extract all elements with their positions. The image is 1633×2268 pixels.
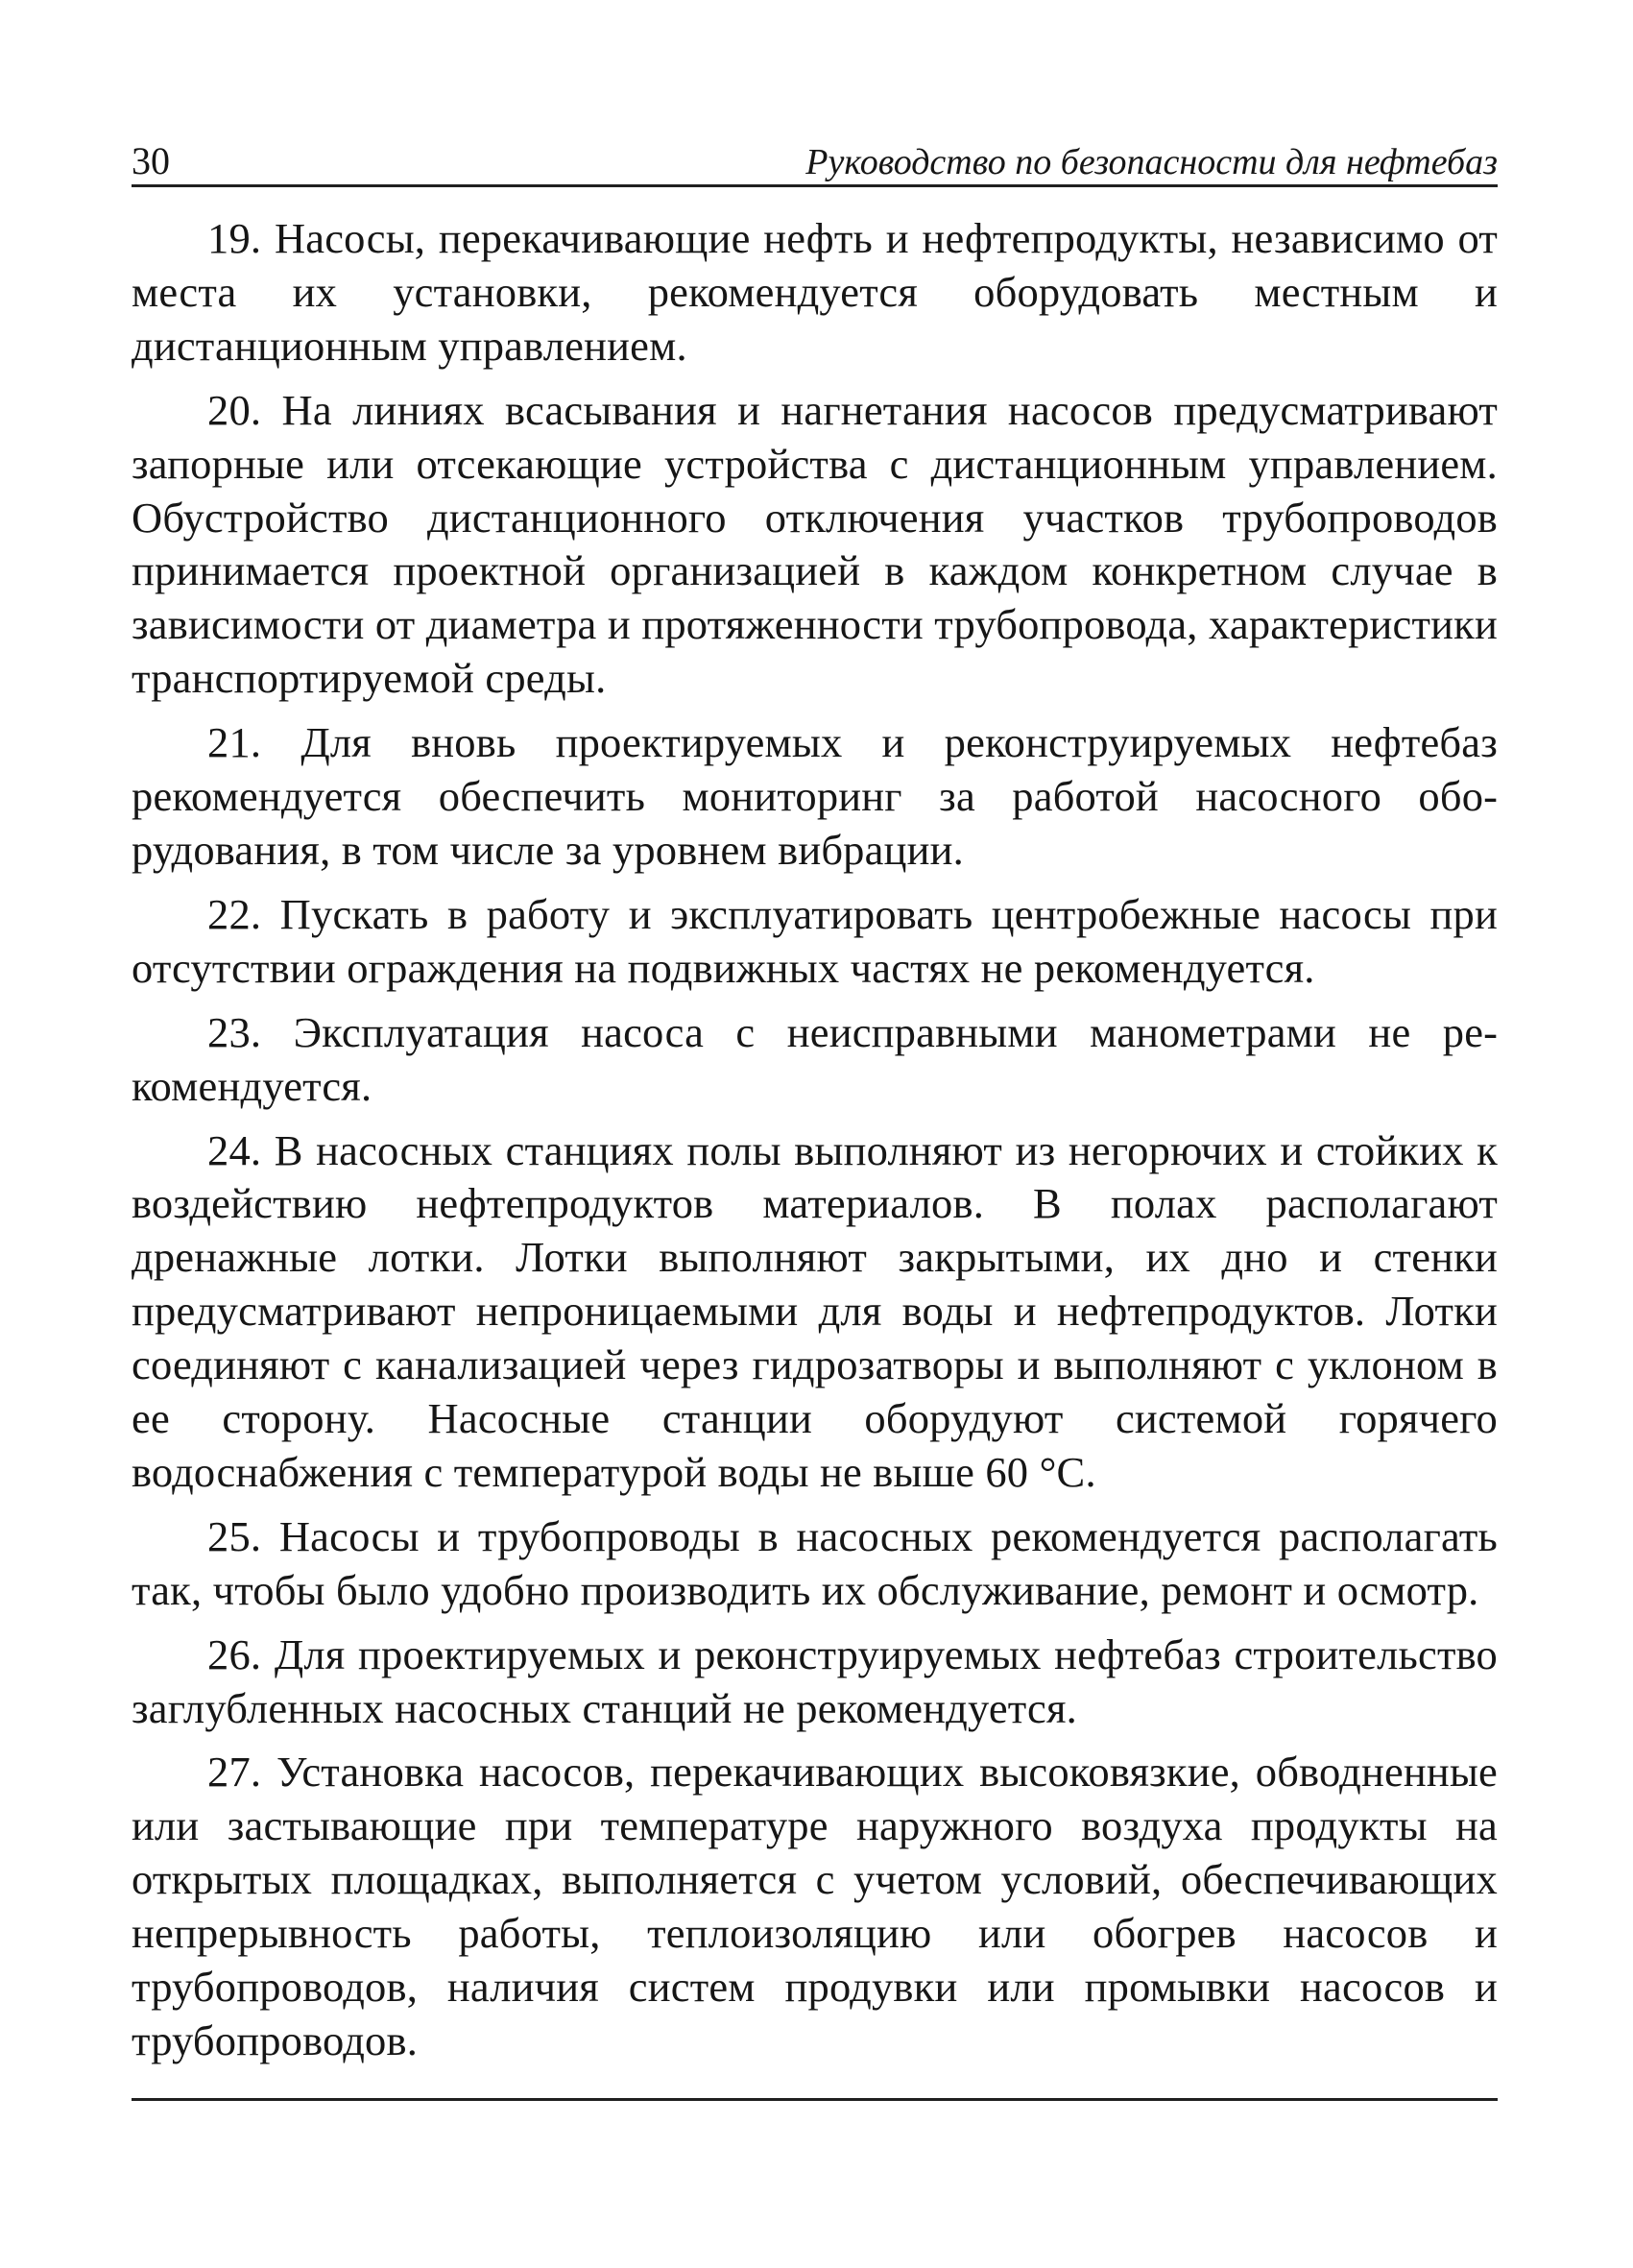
paragraph-26: 26. Для проектируемых и реконструируемых нефтебаз строительство заглубленных насосных станций не рекомендуется. — [132, 1629, 1498, 1732]
paragraph-27: 27. Установка насосов, перекачивающих высоковязкие, обводненные или застывающие при температуре наружного воздуха продукты на открытых площадках, выполняется с учетом условий, обеспечивающих непрерывность работы, теплоизоляцию или обогрев насосов и трубопроводов, наличия систем продувки или промывки насосов и трубопроводов. — [132, 1748, 1498, 2064]
paragraph-22: 22. Пускать в работу и эксплуатировать центробежные насосы при отсутствии ограждения на подвижных частях не рекомендуется. — [132, 889, 1498, 992]
running-title: Руководство по безопасности для нефтебаз — [805, 142, 1498, 182]
paragraph-25: 25. Насосы и трубопроводы в насосных рекомендуется располагать так, чтобы было удобно производить их обслуживание, ремонт и осмотр. — [132, 1511, 1498, 1614]
paragraph-23: 23. Эксплуатация насоса с неисправными манометрами не рекомендуется. — [132, 1007, 1498, 1110]
page-header — [132, 139, 1498, 187]
paragraph-24: 24. В насосных станциях полы выполняют из негорючих и стойких к воздействию нефтепродуктов материалов. В полах располагают дренажные лотки. Лотки выполняют закрытыми, их дно и стенки предусматривают непроницаемыми для воды и нефтепродуктов. Лотки соединяют с канализацией через гидрозатворы и выполняют с уклоном в ее сторону. Насосные станции оборудуют системой горячего водоснабжения с температурой воды не выше 60 °С. — [132, 1125, 1498, 1496]
paragraph-21: 21. Для вновь проектируемых и реконструируемых нефтебаз рекомендуется обеспечить мониторинг за работой насосного оборудования, в том числе за уровнем вибрации. — [132, 718, 1498, 874]
page-number: 30 — [132, 139, 170, 182]
paragraph-19: 19. Насосы, перекачивающие нефть и нефтепродукты, независимо от места их установки, рекомендуется оборудовать местным и дистанционным управлением. — [132, 214, 1498, 370]
paragraph-20: 20. На линиях всасывания и нагнетания насосов предусматривают запорные или отсекающие устройства с дистанционным управлением. Обустройство дистанционного отключения участков трубопроводов принимается проектной организацией в каждом конкретном случае в зависимости от диаметра и протяженности трубопровода, характеристики транспортируемой среды. — [132, 385, 1498, 703]
bottom-rule — [132, 2098, 1498, 2101]
document-body — [132, 212, 1498, 2079]
